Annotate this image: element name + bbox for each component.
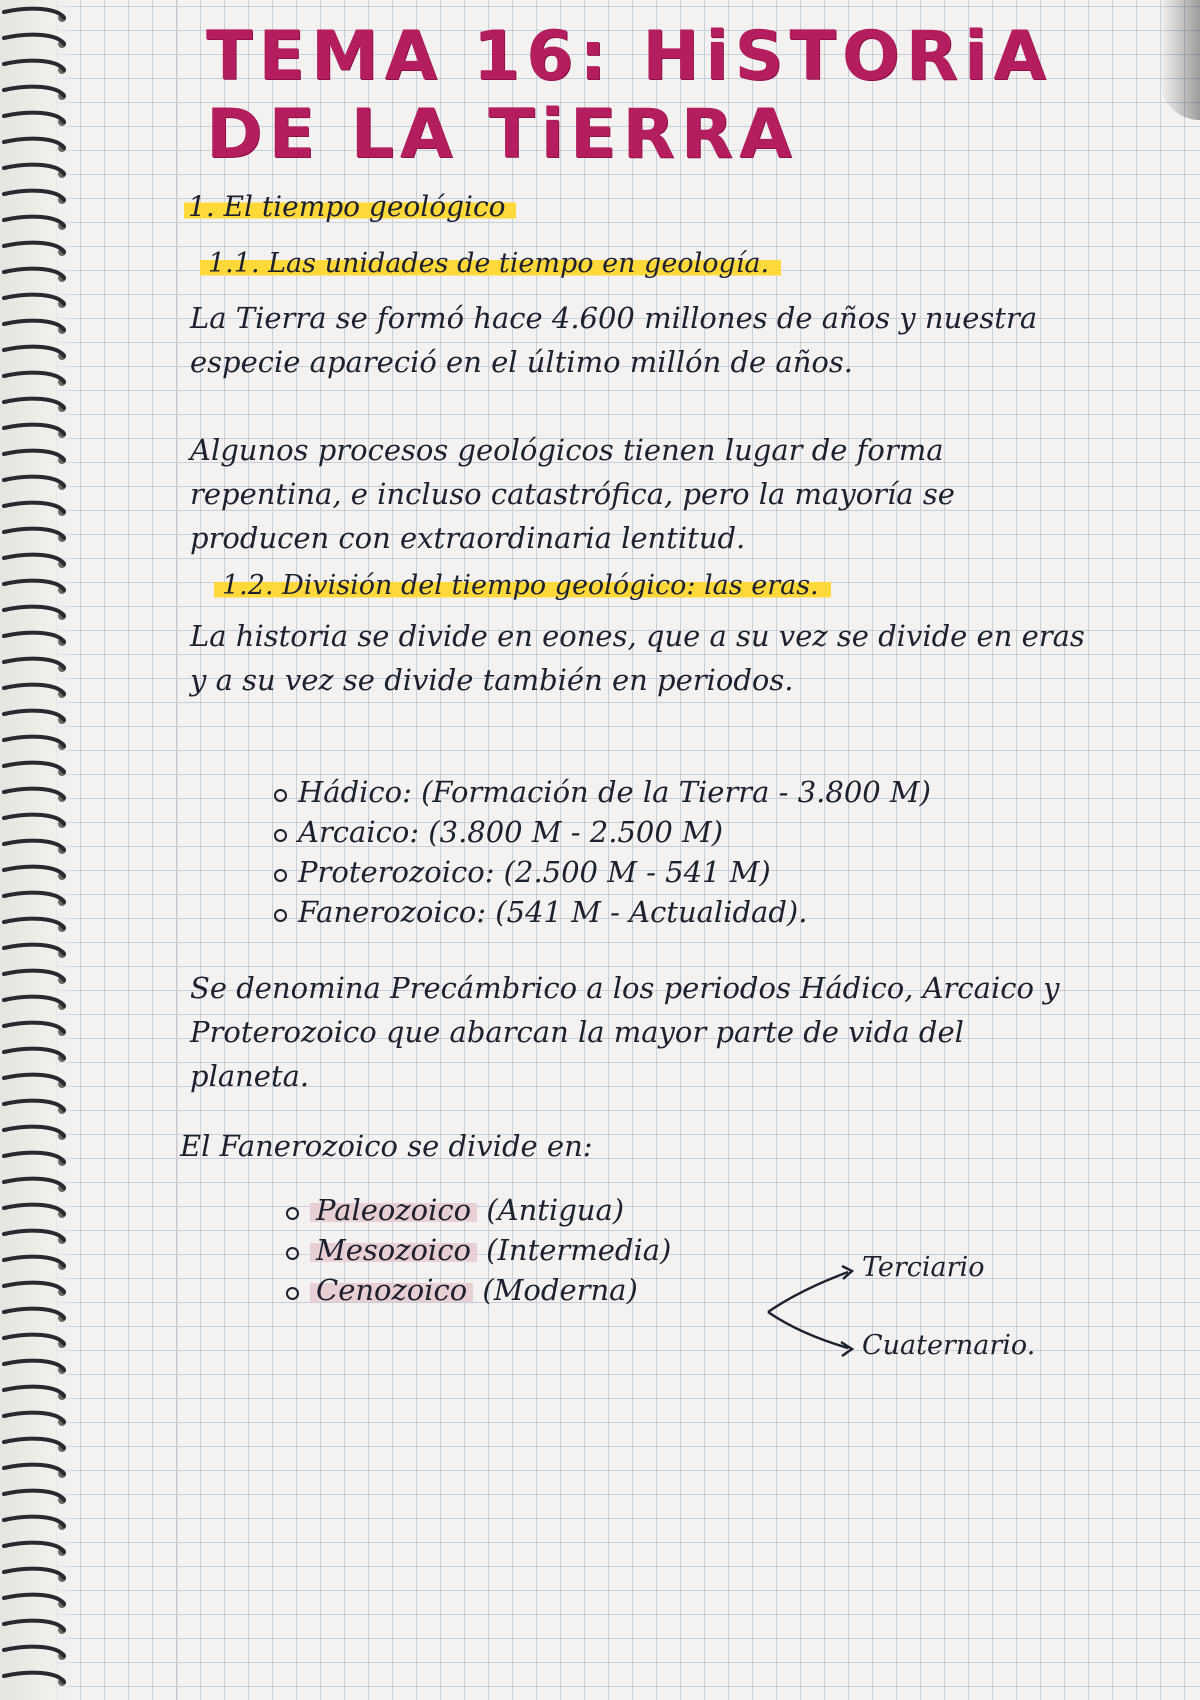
spiral-ring [4, 1205, 64, 1214]
list-item-mesozoico [282, 1230, 671, 1270]
paragraph-geological-processes: Algunos procesos geológicos tienen lugar de forma repentina, e incluso catastrófica, pero la mayoría se producen con extraordinaria lentitud. [190, 433, 955, 555]
list-item-arcaico: Arcaico: (3.800 M - 2.500 M) [270, 812, 931, 852]
list-item-fanerozoico: Fanerozoico: (541 M - Actualidad). [270, 892, 931, 932]
spiral-ring [4, 1465, 64, 1474]
spiral-ring [4, 711, 64, 720]
spiral-ring [4, 1335, 64, 1344]
list-item-proterozoico: Proterozoico: (2.500 M - 541 M) [270, 852, 931, 892]
spiral-ring [4, 1075, 64, 1084]
spiral-ring [4, 113, 64, 122]
list-item-hadico: Hádico: (Formación de la Tierra - 3.800 M) [270, 772, 931, 812]
page-corner-shadow [1160, 0, 1200, 120]
spiral-ring [4, 1231, 64, 1240]
paragraph-precambrian: Se denomina Precámbrico a los periodos Hádico, Arcaico y Proterozoico que abarcan la mayor parte de vida del planeta. [190, 971, 1060, 1093]
era-desc: (Moderna) [482, 1273, 638, 1307]
branch-label-cuaternario: Cuaternario. [862, 1330, 1036, 1361]
spiral-ring [4, 945, 64, 954]
spiral-ring [4, 1101, 64, 1110]
spiral-ring [4, 1179, 64, 1188]
spiral-ring [4, 1387, 64, 1396]
spiral-ring [4, 503, 64, 512]
spiral-ring [4, 347, 64, 356]
spiral-ring [4, 841, 64, 850]
spiral-ring [4, 997, 64, 1006]
spiral-ring [4, 1673, 64, 1682]
spiral-ring [4, 1439, 64, 1448]
spiral-ring [4, 763, 64, 772]
spiral-ring [4, 1517, 64, 1526]
era-name: Mesozoico [310, 1233, 477, 1267]
spiral-ring [4, 165, 64, 174]
subsection-heading-1-2: 1.2. División del tiempo geológico: las eras. [214, 570, 831, 601]
spiral-ring [4, 1621, 64, 1630]
list-item-paleozoico [282, 1190, 671, 1230]
spiral-ring [4, 9, 64, 18]
spiral-ring [4, 737, 64, 746]
spiral-ring [4, 867, 64, 876]
spiral-ring [4, 685, 64, 694]
era-name: Paleozoico [310, 1193, 477, 1227]
spiral-ring [4, 451, 64, 460]
spiral-ring [4, 815, 64, 824]
spiral-ring [4, 1283, 64, 1292]
title-line-1: TEMA 16: HiSTORiA [206, 17, 1052, 96]
spiral-ring [4, 373, 64, 382]
spiral-ring [4, 295, 64, 304]
spiral-ring [4, 607, 64, 616]
paragraph-time-division: La historia se divide en eones, que a su vez se divide en eras y a su vez se divide también en periodos. [190, 619, 1085, 697]
spiral-ring [4, 477, 64, 486]
spiral-ring [4, 1309, 64, 1318]
spiral-ring [4, 35, 64, 44]
title-line-2: DE LA TiERRA [206, 95, 798, 174]
spiral-ring [4, 1647, 64, 1656]
spiral-ring [4, 61, 64, 70]
paragraph-phanerozoic-intro: El Fanerozoico se divide en: [180, 1129, 593, 1163]
spiral-ring [4, 321, 64, 330]
branch-label-terciario: Terciario [862, 1252, 985, 1283]
spiral-ring [4, 191, 64, 200]
spiral-ring [4, 243, 64, 252]
spiral-ring [4, 1491, 64, 1500]
section-heading-1: 1. El tiempo geológico [184, 190, 516, 223]
era-desc: (Antigua) [486, 1193, 625, 1227]
spiral-ring [4, 399, 64, 408]
spiral-ring [4, 1153, 64, 1162]
eon-list [270, 772, 931, 932]
spiral-ring [4, 789, 64, 798]
spiral-ring [4, 1127, 64, 1136]
spiral-ring [4, 1023, 64, 1032]
era-name: Cenozoico [310, 1273, 473, 1307]
spiral-ring [4, 633, 64, 642]
spiral-ring [4, 1361, 64, 1370]
spiral-ring [4, 1543, 64, 1552]
subsection-heading-1-1: 1.1. Las unidades de tiempo en geología. [200, 248, 781, 279]
spiral-rings [0, 0, 80, 1700]
page-title [206, 18, 1106, 174]
spiral-ring [4, 1049, 64, 1058]
spiral-ring [4, 971, 64, 980]
era-list [282, 1190, 671, 1310]
spiral-ring [4, 1257, 64, 1266]
spiral-ring [4, 139, 64, 148]
spiral-ring [4, 893, 64, 902]
era-desc: (Intermedia) [486, 1233, 672, 1267]
spiral-ring [4, 425, 64, 434]
spiral-ring [4, 87, 64, 96]
spiral-ring [4, 269, 64, 278]
spiral-ring [4, 1595, 64, 1604]
paragraph-earth-formation: La Tierra se formó hace 4.600 millones de años y nuestra especie apareció en el último millón de años. [190, 301, 1038, 379]
spiral-ring [4, 217, 64, 226]
spiral-binding [0, 0, 80, 1700]
spiral-ring [4, 529, 64, 538]
spiral-ring [4, 581, 64, 590]
list-item-cenozoico [282, 1270, 671, 1310]
spiral-ring [4, 659, 64, 668]
spiral-ring [4, 919, 64, 928]
margin-line [176, 0, 178, 1700]
spiral-ring [4, 555, 64, 564]
spiral-ring [4, 1569, 64, 1578]
spiral-ring [4, 1413, 64, 1422]
